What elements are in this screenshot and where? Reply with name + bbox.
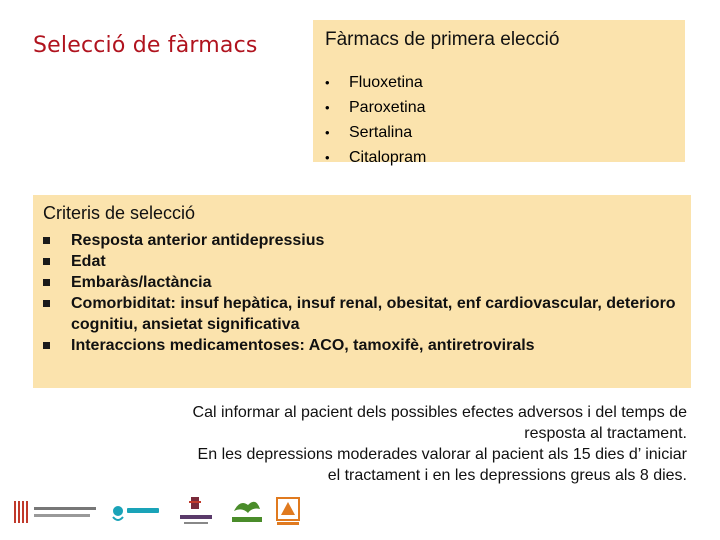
criteria-box — [33, 195, 691, 388]
information-note — [87, 402, 687, 486]
list-item — [325, 70, 426, 95]
square-bullet-icon — [43, 342, 50, 349]
criteria-heading: Criteris de selecció — [43, 203, 196, 223]
criteria-list — [43, 230, 683, 356]
list-item — [43, 272, 683, 293]
bullet-icon: • — [325, 100, 330, 115]
slide-title: Selecció de fàrmacs — [33, 33, 258, 58]
first-choice-box — [313, 20, 685, 166]
generalitat-logo — [12, 495, 102, 529]
criterion-text: Embaràs/lactància — [71, 274, 212, 291]
list-item — [43, 293, 683, 335]
drug-name: Paroxetina — [349, 99, 426, 116]
institution-logo — [274, 495, 302, 529]
criterion-text: Interaccions medicamentoses: ACO, tamoxifè, antiretrovirals — [71, 337, 535, 354]
drug-name: Citalopram — [349, 149, 427, 166]
note-line: resposta al tractament. — [524, 425, 687, 442]
camfic-logo — [226, 495, 268, 529]
square-bullet-icon — [43, 300, 50, 307]
square-bullet-icon — [43, 237, 50, 244]
academia-logo — [174, 495, 219, 529]
square-bullet-icon — [43, 279, 50, 286]
list-item — [325, 120, 426, 145]
criterion-text: Edat — [71, 253, 106, 270]
criterion-text: Comorbiditat: insuf hepàtica, insuf renal, obesitat, enf cardiovascular, deterioro cognitiu, ansietat significativa — [71, 295, 676, 333]
list-item — [43, 335, 683, 356]
note-line: Cal informar al pacient dels possibles efectes adversos i del temps de — [192, 404, 687, 421]
drug-name: Sertalina — [349, 124, 413, 141]
note-line: el tractament i en les depressions greus als 8 dies. — [327, 467, 687, 484]
bullet-icon: • — [325, 75, 330, 90]
list-item — [325, 95, 426, 120]
bullet-icon: • — [325, 150, 330, 165]
footer-logos — [12, 495, 302, 529]
list-item — [43, 230, 683, 251]
catsalut-logo — [110, 495, 165, 529]
list-item — [325, 145, 426, 170]
list-item — [43, 251, 683, 272]
square-bullet-icon — [43, 258, 50, 265]
drug-name: Fluoxetina — [349, 74, 423, 91]
first-choice-list — [325, 70, 426, 170]
first-choice-heading: Fàrmacs de primera elecció — [325, 29, 560, 50]
criterion-text: Resposta anterior antidepressius — [71, 232, 325, 249]
bullet-icon: • — [325, 125, 330, 140]
note-line: En les depressions moderades valorar al pacient als 15 dies d’ iniciar — [197, 446, 687, 463]
